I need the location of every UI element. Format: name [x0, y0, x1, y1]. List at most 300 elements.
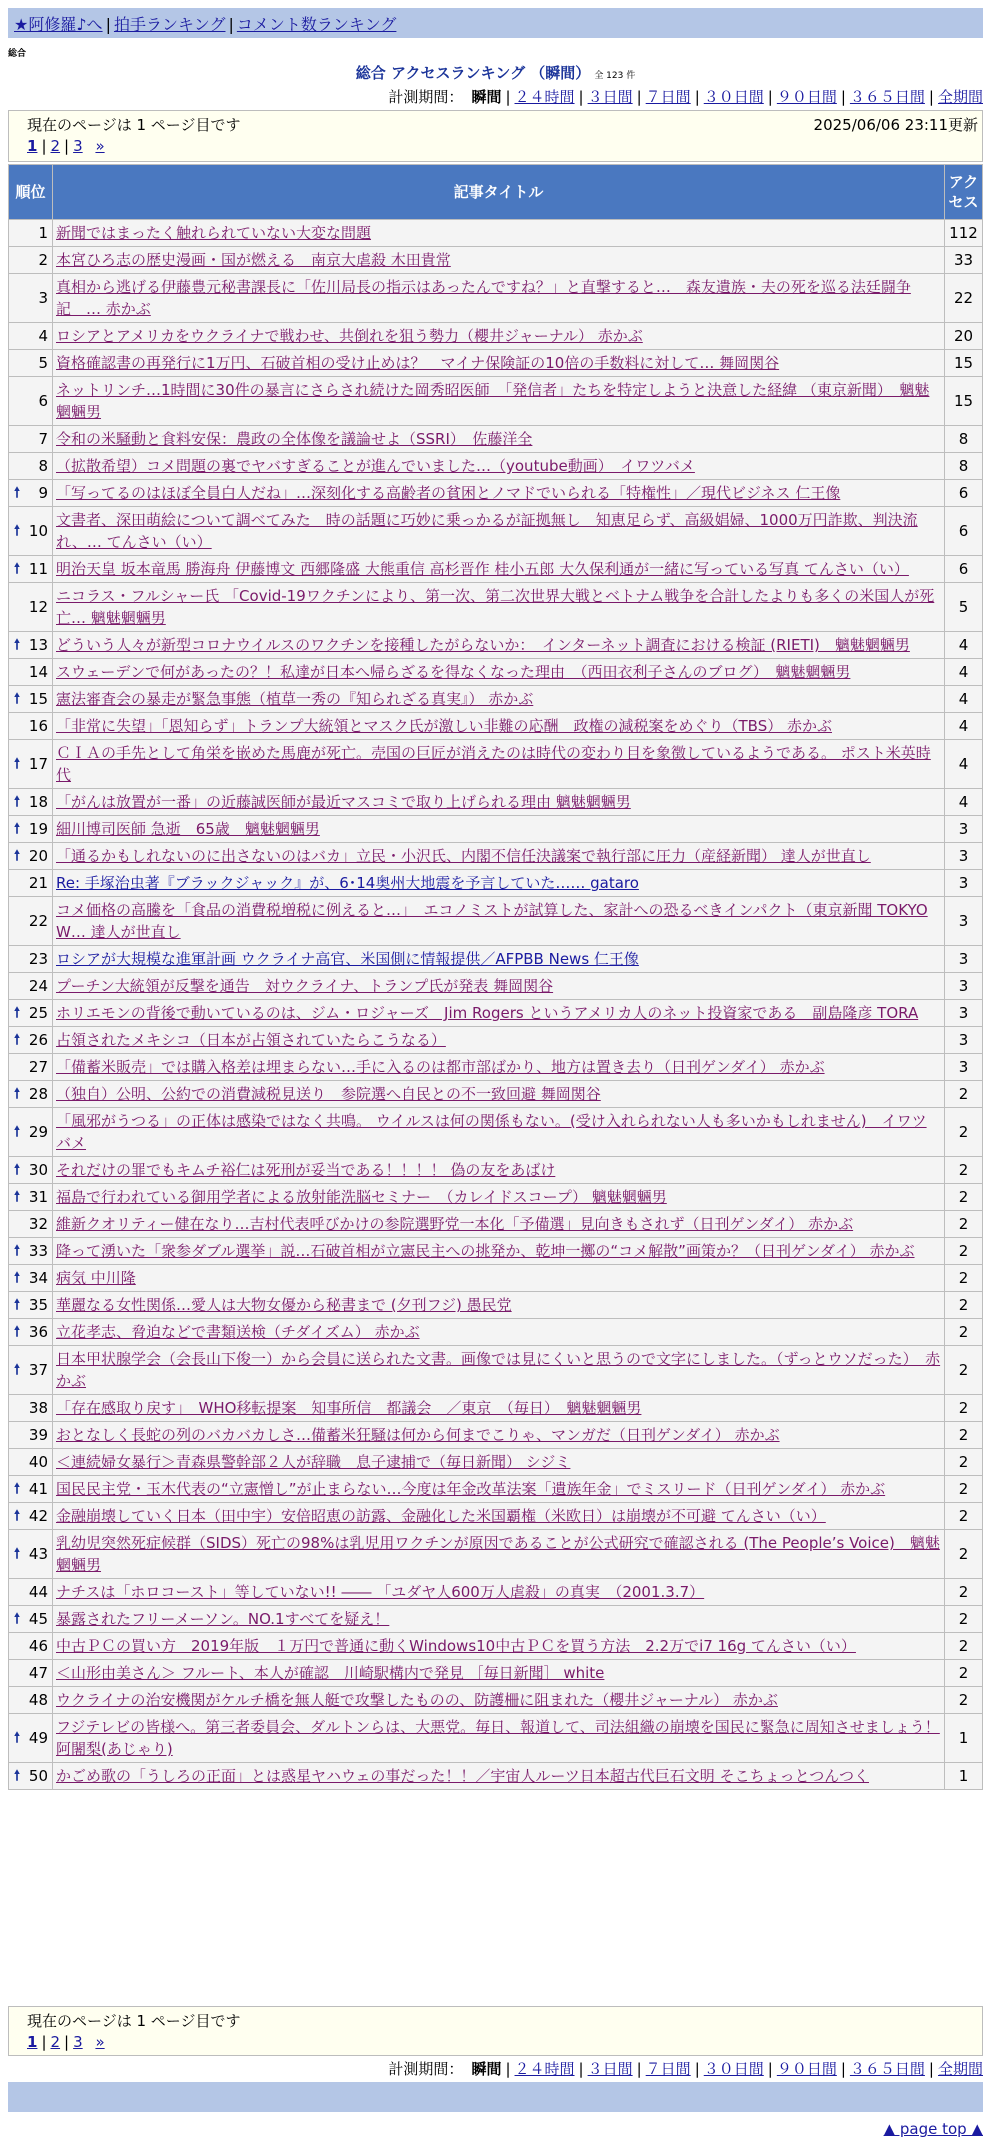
rank-cell [9, 1579, 53, 1606]
title-cell [53, 1238, 945, 1265]
period-link[interactable]: ３６５日間 [849, 2060, 925, 2078]
page-link[interactable]: 3 [73, 2033, 83, 2051]
rank-number: 8 [38, 457, 48, 475]
rank-number: 21 [28, 874, 48, 892]
article-link[interactable]: ＜連続婦女暴行＞青森県警幹部２人が辞職 息子逮捕で（毎日新聞） シジミ [56, 1453, 571, 1471]
title-cell [53, 686, 945, 713]
access-count: 2 [945, 1579, 983, 1606]
article-link[interactable]: 中古ＰＣの買い方 2019年版 １万円で普通に動くWindows10中古ＰＣを買う方法 2.2万でi7 16g てんさい（い） [56, 1637, 856, 1655]
rank-number: 45 [28, 1610, 48, 1628]
rank-number: 20 [28, 847, 48, 865]
access-count: 33 [945, 247, 983, 274]
rank-cell [9, 870, 53, 897]
rank-cell [9, 686, 53, 713]
rank-number: 46 [28, 1637, 48, 1655]
rank-number: 29 [28, 1123, 48, 1141]
rank-cell [9, 1081, 53, 1108]
article-link[interactable]: （独自）公明、公約での消費減税見送り 参院選へ自民との不一致回避 舞岡関谷 [56, 1085, 601, 1103]
title-cell [53, 507, 945, 556]
title-cell [53, 274, 945, 323]
access-count: 2 [945, 1157, 983, 1184]
title-cell [53, 789, 945, 816]
title-cell [53, 1579, 945, 1606]
article-link[interactable]: 「非常に失望」「恩知らず」トランプ大統領とマスク氏が激しい非難の応酬 政権の減税案をめぐり（TBS） 赤かぶ [56, 717, 832, 735]
period-label: 計測期間： [388, 2060, 464, 2078]
rank-number: 24 [28, 977, 48, 995]
rank-cell [9, 1687, 53, 1714]
access-count: 2 [945, 1346, 983, 1395]
period-separator: | [636, 2060, 642, 2078]
rank-number: 9 [38, 484, 48, 502]
page-link[interactable]: 1 [27, 2033, 38, 2051]
clap-ranking-link[interactable]: 拍手ランキング [113, 15, 226, 34]
rank-number: 43 [28, 1545, 48, 1563]
rank-number: 48 [28, 1691, 48, 1709]
period-separator: | [767, 2060, 773, 2078]
period-separator: | [578, 88, 584, 106]
current-page-text: 現在のページは 1 ページ目です [27, 2012, 241, 2030]
rank-number: 26 [28, 1031, 48, 1049]
rank-number: 25 [28, 1004, 48, 1022]
rank-up-arrow-icon: 🠕 [14, 1546, 21, 1562]
rank-cell [9, 583, 53, 632]
access-count: 3 [945, 1000, 983, 1027]
rank-number: 10 [28, 522, 48, 540]
article-link[interactable]: 文書者、深田萌絵について調べてみた 時の話題に巧妙に乗っかるが証拠無し 知恵足らず、高級娼婦、1000万円詐欺、判決流れ、… てんさい（い） [56, 511, 918, 551]
article-link[interactable]: プーチン大統領が反撃を通告 対ウクライナ、トランプ氏が発表 舞岡関谷 [56, 977, 554, 995]
article-link[interactable]: おとなしく長蛇の列のバカバカしさ…備蓄米狂騒は何から何までこりゃ、マンガだ（日刊ゲンダイ） 赤かぶ [56, 1426, 780, 1444]
rank-number: 23 [28, 950, 48, 968]
comment-ranking-link[interactable]: コメント数ランキング [236, 15, 397, 34]
rank-cell [9, 556, 53, 583]
access-count: 20 [945, 323, 983, 350]
title-cell [53, 1763, 945, 1790]
period-separator: | [928, 88, 934, 106]
table-row [9, 507, 983, 556]
article-link[interactable]: ニコラス・フルシャー氏 「Covid-19ワクチンにより、第一次、第二次世界大戦とベトナム戦争を合計したよりも多くの米国人が死亡… 魑魅魍魎男 [56, 587, 935, 627]
access-count: 4 [945, 713, 983, 740]
title-cell [53, 247, 945, 274]
page-separator [87, 2033, 92, 2051]
top-navigation [8, 8, 983, 38]
page-separator [87, 137, 92, 155]
title-cell [53, 1530, 945, 1579]
period-link[interactable]: ２４時間 [514, 2060, 575, 2078]
rank-number: 35 [28, 1296, 48, 1314]
table-row [9, 1763, 983, 1790]
rank-cell [9, 1346, 53, 1395]
article-link[interactable]: 華麗なる女性関係…愛人は大物女優から秘書まで (夕刊フジ) 愚民党 [56, 1296, 512, 1314]
rank-cell [9, 1714, 53, 1763]
table-row [9, 453, 983, 480]
article-link[interactable]: ロシアとアメリカをウクライナで戦わせ、共倒れを狙う勢力（櫻井ジャーナル） 赤かぶ [56, 327, 643, 345]
article-link[interactable]: 福島で行われている御用学者による放射能洗脳セミナー （カレイドスコープ） 魑魅魍魎男 [56, 1188, 667, 1206]
table-row [9, 1633, 983, 1660]
title-cell [53, 480, 945, 507]
period-link[interactable]: 全期間 [937, 88, 983, 106]
rank-number: 47 [28, 1664, 48, 1682]
table-row [9, 1054, 983, 1081]
period-link[interactable]: ２４時間 [514, 88, 575, 106]
access-count: 6 [945, 480, 983, 507]
article-link[interactable]: それだけの罪でもキムチ裕仁は死刑が妥当である！！！！ 偽の友をあばけ [56, 1161, 556, 1179]
rank-up-arrow-icon: 🠕 [14, 1086, 21, 1102]
access-count: 2 [945, 1687, 983, 1714]
rank-cell [9, 946, 53, 973]
access-count: 2 [945, 1530, 983, 1579]
access-count: 2 [945, 1238, 983, 1265]
period-link[interactable]: ３０日間 [703, 88, 764, 106]
access-count: 2 [945, 1422, 983, 1449]
rank-up-arrow-icon: 🠕 [14, 1297, 21, 1313]
table-row [9, 1211, 983, 1238]
article-link[interactable]: 資格確認書の再発行に1万円、石破首相の受け止めは？ マイナ保険証の10倍の手数料に対して… 舞岡関谷 [56, 354, 780, 372]
access-header: アクセス [945, 165, 983, 220]
rank-cell [9, 789, 53, 816]
table-row [9, 1000, 983, 1027]
access-count: 2 [945, 1081, 983, 1108]
article-link[interactable]: 「風邪がうつる」の正体は感染ではなく共鳴。 ウイルスは何の関係もない。(受け入れられない人も多いかもしれません) イワツバメ [56, 1112, 927, 1152]
rank-number: 11 [28, 560, 48, 578]
period-separator: | [840, 2060, 846, 2078]
rank-up-arrow-icon: 🠕 [14, 485, 21, 501]
article-link[interactable]: 日本甲状腺学会（会長山下俊一）から会員に送られた文書。画像では見にくいと思うので文字にしました。（ずっとウソだった） 赤かぶ [56, 1350, 941, 1390]
access-count: 4 [945, 789, 983, 816]
rank-up-arrow-icon: 🠕 [14, 691, 21, 707]
title-cell [53, 220, 945, 247]
title-cell [53, 453, 945, 480]
rank-number: 41 [28, 1480, 48, 1498]
page-link[interactable]: 1 [27, 137, 38, 155]
page-link[interactable]: 2 [50, 2033, 61, 2051]
rank-up-arrow-icon: 🠕 [14, 561, 21, 577]
rank-cell [9, 973, 53, 1000]
table-row [9, 1714, 983, 1763]
article-link[interactable]: 病気 中川隆 [56, 1269, 136, 1287]
title-cell [53, 1265, 945, 1292]
period-label: 計測期間： [388, 88, 464, 106]
title-cell [53, 632, 945, 659]
article-link[interactable]: スウェーデンで何があったの？！私達が日本へ帰らざるを得なくなった理由 （西田衣利子さんのブログ） 魑魅魍魎男 [56, 663, 851, 681]
rank-cell [9, 1395, 53, 1422]
article-link[interactable]: 立花孝志、脅迫などで書類送検（チダイズム） 赤かぶ [56, 1323, 420, 1341]
rank-number: 4 [38, 327, 48, 345]
title-cell [53, 816, 945, 843]
access-count: 3 [945, 1054, 983, 1081]
rank-cell [9, 1054, 53, 1081]
table-row [9, 1476, 983, 1503]
rank-cell [9, 1422, 53, 1449]
rank-number: 2 [38, 251, 48, 269]
rank-number: 44 [28, 1583, 48, 1601]
rank-up-arrow-icon: 🠕 [14, 821, 21, 837]
article-link[interactable]: コメ価格の高騰を「食品の消費税増税に例えると…」 エコノミストが試算した、家計への恐るべきインパクト（東京新聞 TOKYO W… 達人が世直し [56, 901, 928, 941]
table-row [9, 274, 983, 323]
table-row [9, 1530, 983, 1579]
article-link[interactable]: 「がんは放置が一番」の近藤誠医師が最近マスコミで取り上げられる理由 魑魅魍魎男 [56, 793, 631, 811]
page-link[interactable]: 2 [50, 137, 61, 155]
title-cell [53, 1319, 945, 1346]
access-count: 3 [945, 816, 983, 843]
table-row [9, 659, 983, 686]
rank-cell [9, 453, 53, 480]
table-row [9, 870, 983, 897]
rank-cell [9, 816, 53, 843]
rank-up-arrow-icon: 🠕 [14, 637, 21, 653]
period-link[interactable]: ３日間 [587, 2060, 633, 2078]
total-count: 全 123 件 [594, 71, 636, 81]
article-link[interactable]: かごめ歌の「うしろの正面」とは惑星ヤハウェの事だった！！／宇宙人ルーツ日本超古代巨石文明 そこちょっとつんつく [56, 1767, 869, 1785]
table-row [9, 556, 983, 583]
page-separator: | [64, 2033, 70, 2051]
title-cell [53, 659, 945, 686]
access-count: 2 [945, 1292, 983, 1319]
title-cell [53, 843, 945, 870]
rank-number: 28 [28, 1085, 48, 1103]
page-info-top [8, 110, 983, 162]
next-page-link[interactable]: » [95, 2033, 105, 2051]
rank-up-arrow-icon: 🠕 [14, 1481, 21, 1497]
access-count: 2 [945, 1184, 983, 1211]
title-cell [53, 870, 945, 897]
nav-separator: | [228, 15, 234, 34]
access-count: 5 [945, 583, 983, 632]
title-cell [53, 1606, 945, 1633]
period-link[interactable]: ９０日間 [776, 88, 837, 106]
article-link[interactable]: （拡散希望）コメ問題の裏でヤバすぎることが進んでいました…（youtube動画） イワツバメ [56, 457, 695, 475]
article-link[interactable]: 新聞ではまったく触れられていない大変な問題 [56, 224, 372, 242]
title-cell [53, 1395, 945, 1422]
rank-cell [9, 1606, 53, 1633]
article-link[interactable]: Re: 手塚治虫著『ブラックジャック』が、6･14奥州大地震を予言していた…… gataro [56, 874, 639, 892]
rank-number: 19 [28, 820, 48, 838]
article-link[interactable]: ＣＩＡの手先として角栄を嵌めた馬鹿が死亡。売国の巨匠が消えたのは時代の変わり目を象徴しているようである。 ポスト米英時代 [56, 744, 931, 784]
rank-up-arrow-icon: 🠕 [14, 1189, 21, 1205]
title-cell [53, 1476, 945, 1503]
period-link[interactable]: ９０日間 [776, 2060, 837, 2078]
access-count: 8 [945, 426, 983, 453]
access-count: 2 [945, 1395, 983, 1422]
article-link[interactable]: 占領されたメキシコ（日本が占領されていたらこうなる） [56, 1031, 446, 1049]
table-row [9, 1606, 983, 1633]
rank-cell [9, 1763, 53, 1790]
rank-cell [9, 713, 53, 740]
access-count: 4 [945, 632, 983, 659]
rank-up-arrow-icon: 🠕 [14, 1124, 21, 1140]
rank-number: 16 [28, 717, 48, 735]
rank-number: 27 [28, 1058, 48, 1076]
rank-cell [9, 426, 53, 453]
next-page-link[interactable]: » [95, 137, 105, 155]
period-link[interactable]: ３日間 [587, 88, 633, 106]
period-separator: | [694, 88, 700, 106]
rank-cell [9, 247, 53, 274]
article-link[interactable]: 本宮ひろ志の歴史漫画・国が燃える 南京大虐殺 木田貴常 [56, 251, 451, 269]
article-link[interactable]: ウクライナの治安機関がケルチ橋を無人艇で攻撃したものの、防護柵に阻まれた（櫻井ジャーナル） 赤かぶ [56, 1691, 778, 1709]
period-link[interactable]: ７日間 [645, 88, 691, 106]
rank-cell [9, 1184, 53, 1211]
title-cell [53, 1108, 945, 1157]
rank-cell [9, 274, 53, 323]
table-row [9, 1319, 983, 1346]
period-link[interactable]: 全期間 [937, 2060, 983, 2078]
article-link[interactable]: 明治天皇 坂本竜馬 勝海舟 伊藤博文 西郷隆盛 大熊重信 高杉晋作 桂小五郎 大久保利通が一緒に写っている写真 てんさい（い） [56, 560, 909, 578]
title-cell [53, 1687, 945, 1714]
rank-cell [9, 1319, 53, 1346]
access-count: 3 [945, 973, 983, 1000]
table-row [9, 789, 983, 816]
rank-cell [9, 1292, 53, 1319]
page-title-text: 総合 アクセスランキング （瞬間） [355, 64, 591, 82]
rank-number: 13 [28, 636, 48, 654]
rank-number: 37 [28, 1361, 48, 1379]
article-link[interactable]: 金融崩壊していく日本（田中宇）安倍昭恵の訪露、金融化した米国覇権（米欧日）は崩壊が不可避 てんさい（い） [56, 1507, 826, 1525]
period-link[interactable]: ７日間 [645, 2060, 691, 2078]
title-cell [53, 1027, 945, 1054]
title-cell [53, 946, 945, 973]
rank-number: 15 [28, 690, 48, 708]
table-row [9, 323, 983, 350]
rank-cell [9, 1449, 53, 1476]
article-link[interactable]: 「備蓄米販売」では購入格差は埋まらない…手に入るのは都市部ばかり、地方は置き去り（日刊ゲンダイ） 赤かぶ [56, 1058, 825, 1076]
access-count: 3 [945, 897, 983, 946]
nav-separator: | [105, 15, 111, 34]
article-link[interactable]: 乳幼児突然死症候群（SIDS）死亡の98%は乳児用ワクチンが原因であることが公式研究で確認される (The People’s Voice) 魑魅魍魎男 [56, 1534, 940, 1574]
rank-number: 38 [28, 1399, 48, 1417]
home-link[interactable]: ★阿修羅♪へ [14, 15, 103, 34]
title-cell [53, 1292, 945, 1319]
article-link[interactable]: 「写ってるのはほぼ全員白人だね」…深刻化する高齢者の貧困とノマドでいられる「特権性」／現代ビジネス 仁王像 [56, 484, 841, 502]
rank-header: 順位 [9, 165, 53, 220]
article-link[interactable]: 真相から逃げる伊藤豊元秘書課長に「佐川局長の指示はあったんですね？」と直撃すると… 森友遺族・夫の死を巡る法廷闘争記 … 赤かぶ [56, 278, 911, 318]
title-cell [53, 1211, 945, 1238]
rank-cell [9, 1660, 53, 1687]
access-count: 4 [945, 740, 983, 789]
title-cell [53, 377, 945, 426]
rank-cell [9, 1238, 53, 1265]
page-info-bottom [8, 2006, 983, 2056]
rank-number: 39 [28, 1426, 48, 1444]
table-row [9, 377, 983, 426]
table-row [9, 740, 983, 789]
article-link[interactable]: ＜山形由美さん＞ フルート、本人が確認 川崎駅構内で発見 ［毎日新聞］ white [56, 1664, 605, 1682]
rank-number: 22 [28, 912, 48, 930]
access-count: 3 [945, 843, 983, 870]
period-separator: | [636, 88, 642, 106]
access-count: 1 [945, 1763, 983, 1790]
article-link[interactable]: 暴露されたフリーメーソン。NO.1すべてを疑え！ [56, 1610, 390, 1628]
rank-up-arrow-icon: 🠕 [14, 1162, 21, 1178]
article-link[interactable]: ホリエモンの背後で動いているのは、ジム・ロジャーズ Jim Rogers というアメリカ人のネット投資家である 副島隆彦 TORA [56, 1004, 919, 1022]
period-separator: | [840, 88, 846, 106]
access-count: 6 [945, 556, 983, 583]
access-count: 2 [945, 1606, 983, 1633]
table-row [9, 1422, 983, 1449]
rank-cell [9, 1476, 53, 1503]
period-separator: | [928, 2060, 934, 2078]
table-row [9, 632, 983, 659]
title-cell [53, 897, 945, 946]
rank-cell [9, 659, 53, 686]
rank-number: 49 [28, 1729, 48, 1747]
table-row [9, 1292, 983, 1319]
period-link[interactable]: ３０日間 [703, 2060, 764, 2078]
table-row [9, 1579, 983, 1606]
rank-cell [9, 1157, 53, 1184]
rank-number: 31 [28, 1188, 48, 1206]
title-cell [53, 350, 945, 377]
article-link[interactable]: 「通るかもしれないのに出さないのはバカ」立民・小沢氏、内閣不信任決議案で執行部に圧力（産経新聞） 達人が世直し [56, 847, 871, 865]
period-link[interactable]: ３６５日間 [849, 88, 925, 106]
rank-up-arrow-icon: 🠕 [14, 794, 21, 810]
rank-number: 30 [28, 1161, 48, 1179]
title-cell [53, 1503, 945, 1530]
title-cell [53, 1346, 945, 1395]
article-link[interactable]: 令和の米騒動と食料安保：農政の全体像を議論せよ（SSRI） 佐藤洋全 [56, 430, 533, 448]
access-count: 2 [945, 1633, 983, 1660]
rank-up-arrow-icon: 🠕 [14, 1508, 21, 1524]
page-separator: | [41, 137, 47, 155]
rank-cell [9, 220, 53, 247]
rank-number: 18 [28, 793, 48, 811]
rank-up-arrow-icon: 🠕 [14, 1032, 21, 1048]
title-cell [53, 1660, 945, 1687]
article-link[interactable]: ロシアが大規模な進軍計画 ウクライナ高官、米国側に情報提供／AFPBB News 仁王像 [56, 950, 639, 968]
rank-number: 14 [28, 663, 48, 681]
rank-cell [9, 480, 53, 507]
table-row [9, 973, 983, 1000]
rank-cell [9, 323, 53, 350]
page-link[interactable]: 3 [73, 137, 83, 155]
article-link[interactable]: ナチスは「ホロコースト」等していない!! ―― 「ユダヤ人600万人虐殺」の真実 （2001.3.7） [56, 1583, 705, 1601]
title-cell [53, 1054, 945, 1081]
article-link[interactable]: 憲法審査会の暴走が緊急事態（植草一秀の『知られざる真実』） 赤かぶ [56, 690, 534, 708]
article-link[interactable]: どういう人々が新型コロナウイルスのワクチンを接種したがらないか： インターネット調査における検証 (RIETI) 魑魅魍魎男 [56, 636, 910, 654]
ranking-table [8, 164, 983, 1790]
article-link[interactable]: 維新クオリティー健在なり…吉村代表呼びかけの参院選野党一本化「予備選」見向きもされず（日刊ゲンダイ） 赤かぶ [56, 1215, 854, 1233]
article-link[interactable]: 細川博司医師 急逝 65歳 魑魅魍魎男 [56, 820, 320, 838]
page-top-link[interactable]: ▲ page top ▲ [883, 2120, 983, 2138]
rank-cell [9, 1211, 53, 1238]
title-cell [53, 323, 945, 350]
updated-time: 2025/06/06 23:11更新 [813, 116, 978, 134]
rank-up-arrow-icon: 🠕 [14, 1270, 21, 1286]
period-current: 瞬間 [471, 2060, 502, 2078]
title-cell [53, 1714, 945, 1763]
article-link[interactable]: ネットリンチ…1時間に30件の暴言にさらされ続けた岡秀昭医師 「発信者」たちを特定しようと決意した経緯 （東京新聞） 魑魅魍魎男 [56, 381, 930, 421]
rank-number: 50 [28, 1767, 48, 1785]
table-row [9, 426, 983, 453]
rank-number: 3 [38, 289, 48, 307]
period-selector-bottom [388, 2058, 983, 2079]
rank-number: 33 [28, 1242, 48, 1260]
pagination [27, 2033, 105, 2051]
article-link[interactable]: 降って湧いた「衆参ダブル選挙」説…石破首相が立憲民主への挑発か、乾坤一擲の“コメ解散”画策か？（日刊ゲンダイ） 赤かぶ [56, 1242, 915, 1260]
access-count: 2 [945, 1476, 983, 1503]
article-link[interactable]: フジテレビの皆様へ。第三者委員会、ダルトンらは、大悪党。毎日、報道して、司法組織の崩壊を国民に緊急に周知させましょう！ 阿闍梨(あじゃり) [56, 1718, 940, 1758]
rank-number: 17 [28, 755, 48, 773]
access-count: 4 [945, 686, 983, 713]
table-row [9, 583, 983, 632]
access-count: 2 [945, 1265, 983, 1292]
article-link[interactable]: 国民民主党・玉木代表の“立憲憎し”が止まらない…今度は年金改革法案「遺族年金」でミスリード（日刊ゲンダイ） 赤かぶ [56, 1480, 886, 1498]
article-link[interactable]: 「存在感取り戻す」 WHO移転提案 知事所信 都議会 ／東京 （毎日） 魑魅魍魎男 [56, 1399, 642, 1417]
rank-number: 12 [28, 598, 48, 616]
title-cell [53, 556, 945, 583]
rank-number: 6 [38, 392, 48, 410]
rank-cell [9, 507, 53, 556]
title-cell [53, 1000, 945, 1027]
